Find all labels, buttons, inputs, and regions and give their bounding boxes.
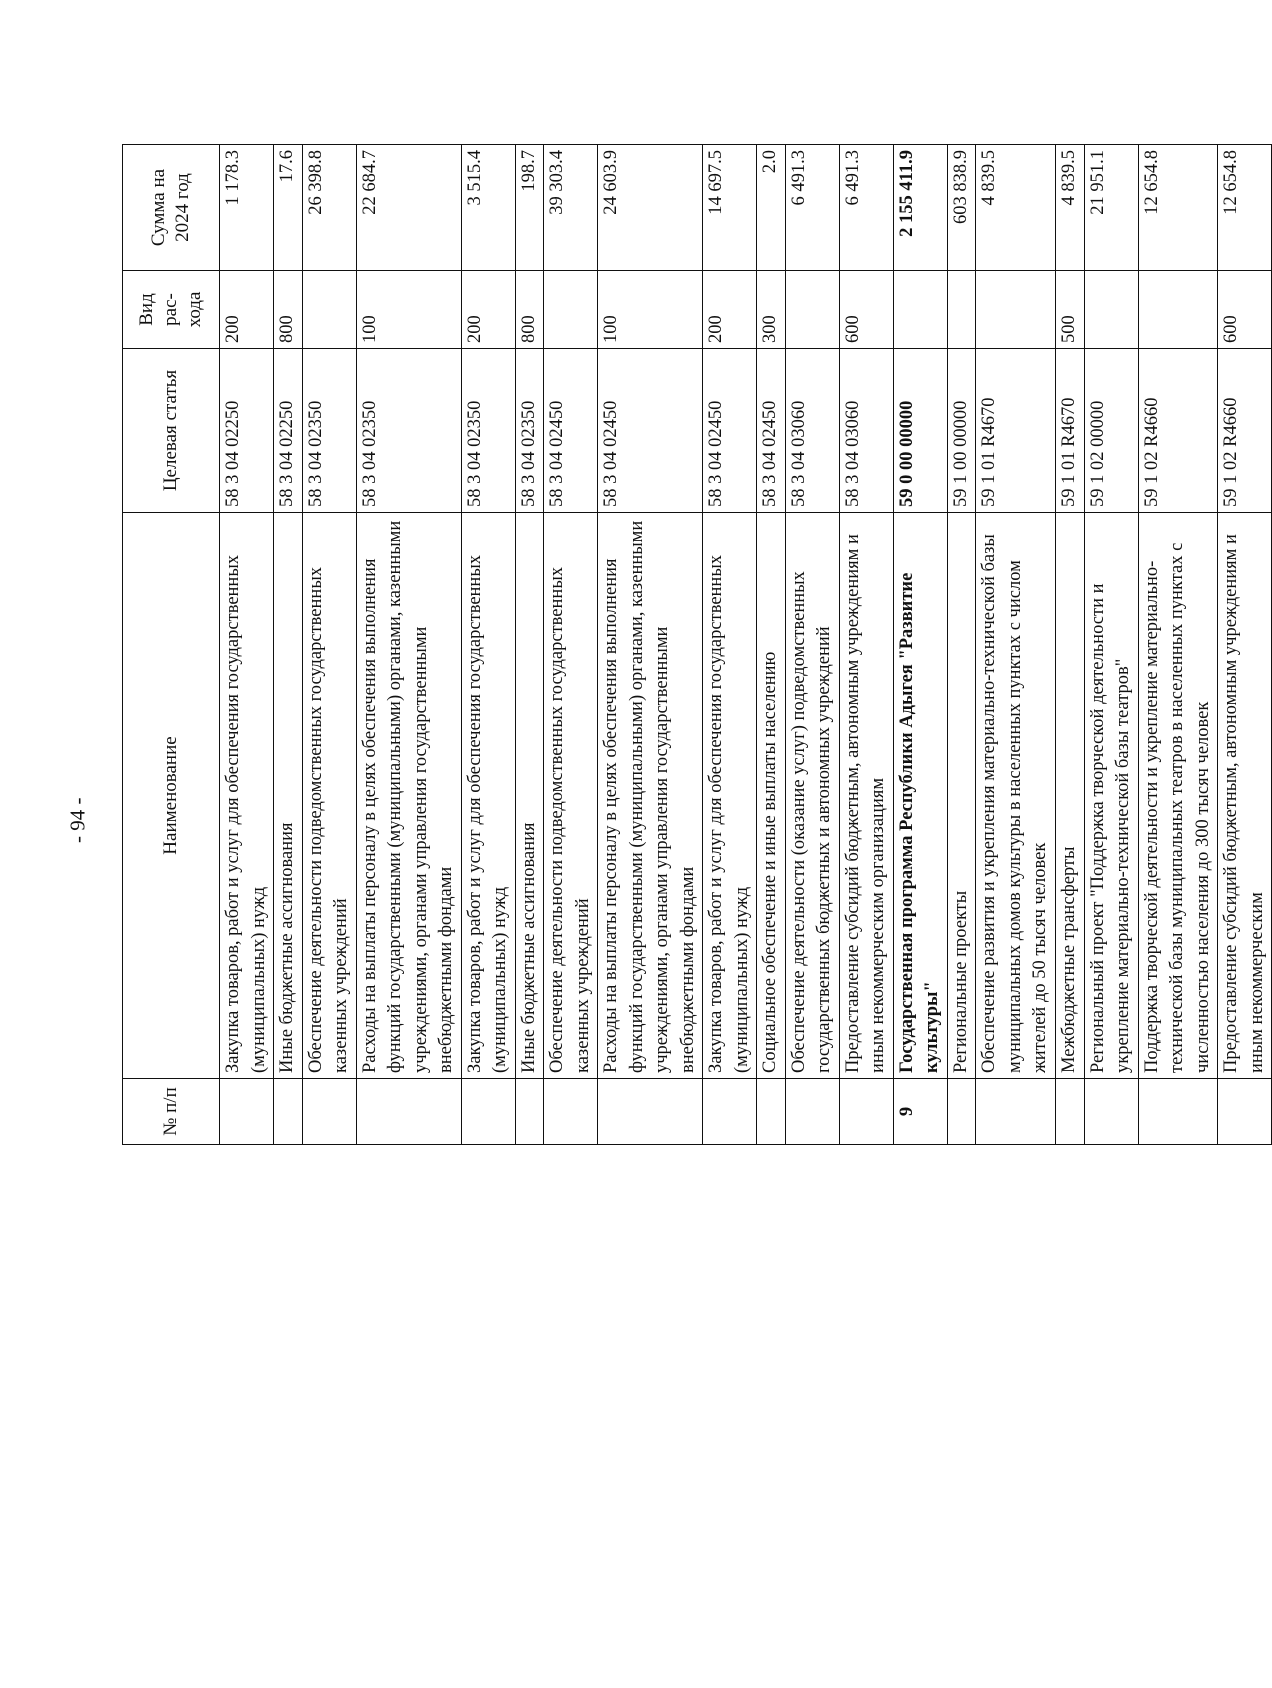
table-row <box>356 145 461 1145</box>
row-sum-cell: 22 684.7 <box>356 145 461 271</box>
row-number-cell <box>1055 1079 1084 1145</box>
table-row <box>976 145 1056 1145</box>
row-expense-type-cell: 100 <box>598 271 703 349</box>
row-target-article-cell: 58 3 04 02450 <box>703 349 757 513</box>
row-sum-cell: 603 838.9 <box>947 145 976 271</box>
row-sum-cell: 12 654.8 <box>1218 145 1272 271</box>
row-number-cell <box>1138 1079 1218 1145</box>
row-number-cell <box>757 1079 786 1145</box>
table-row <box>302 145 356 1145</box>
row-number-cell <box>1218 1079 1272 1145</box>
row-target-article-cell: 59 1 00 00000 <box>947 349 976 513</box>
row-name-cell: Обеспечение деятельности (оказание услуг) подведомственных государственных бюджетных и автономных учреждений <box>785 513 839 1079</box>
table-row <box>703 145 757 1145</box>
row-expense-type-cell: 100 <box>356 271 461 349</box>
row-number-cell <box>839 1079 893 1145</box>
row-target-article-cell: 58 3 04 02350 <box>302 349 356 513</box>
row-sum-cell: 6 491.3 <box>785 145 839 271</box>
row-name-cell: Обеспечение деятельности подведомственных государственных казенных учреждений <box>302 513 356 1079</box>
row-target-article-cell: 58 3 04 02450 <box>544 349 598 513</box>
row-name-cell: Закупка товаров, работ и услуг для обеспечения государственных (муниципальных) нужд <box>703 513 757 1079</box>
row-target-article-cell: 59 1 02 00000 <box>1084 349 1138 513</box>
row-expense-type-cell: 200 <box>220 271 274 349</box>
row-sum-cell: 4 839.5 <box>976 145 1056 271</box>
header-num: № п/п <box>123 1079 220 1145</box>
row-sum-cell: 17.6 <box>274 145 303 271</box>
row-target-article-cell: 58 3 04 02450 <box>598 349 703 513</box>
row-name-cell: Межбюджетные трансферты <box>1055 513 1084 1079</box>
table-header-row <box>123 145 220 1145</box>
row-sum-cell: 39 303.4 <box>544 145 598 271</box>
row-target-article-cell: 59 1 01 R4670 <box>1055 349 1084 513</box>
row-sum-cell: 2.0 <box>757 145 786 271</box>
row-expense-type-cell: 300 <box>757 271 786 349</box>
row-expense-type-cell: 600 <box>839 271 893 349</box>
table-row <box>947 145 976 1145</box>
table-row <box>1218 145 1272 1145</box>
row-target-article-cell: 58 3 04 02250 <box>274 349 303 513</box>
row-expense-type-cell <box>1138 271 1218 349</box>
row-target-article-cell: 58 3 04 02450 <box>757 349 786 513</box>
page-number: - 94 - <box>65 797 90 843</box>
table-row <box>1055 145 1084 1145</box>
table-row <box>757 145 786 1145</box>
row-expense-type-cell: 600 <box>1218 271 1272 349</box>
row-target-article-cell: 58 3 04 03060 <box>785 349 839 513</box>
table-row <box>461 145 515 1145</box>
row-number-cell <box>976 1079 1056 1145</box>
row-sum-cell: 26 398.8 <box>302 145 356 271</box>
row-expense-type-cell: 200 <box>461 271 515 349</box>
row-name-cell: Закупка товаров, работ и услуг для обеспечения государственных (муниципальных) нужд <box>220 513 274 1079</box>
table-row <box>598 145 703 1145</box>
row-name-cell: Иные бюджетные ассигнования <box>274 513 303 1079</box>
row-sum-cell: 2 155 411.9 <box>893 145 947 271</box>
row-number-cell <box>515 1079 544 1145</box>
row-number-cell <box>461 1079 515 1145</box>
rotated-table-wrapper <box>122 145 1267 1145</box>
row-number-cell <box>1084 1079 1138 1145</box>
row-target-article-cell: 59 1 01 R4670 <box>976 349 1056 513</box>
row-name-cell: Государственная программа Республики Адыгея "Развитие культуры" <box>893 513 947 1079</box>
row-sum-cell: 21 951.1 <box>1084 145 1138 271</box>
row-number-cell <box>544 1079 598 1145</box>
row-sum-cell: 1 178.3 <box>220 145 274 271</box>
row-target-article-cell: 58 3 04 03060 <box>839 349 893 513</box>
row-expense-type-cell <box>1084 271 1138 349</box>
table-row <box>785 145 839 1145</box>
table-row <box>893 145 947 1145</box>
row-target-article-cell: 59 1 02 R4660 <box>1138 349 1218 513</box>
row-name-cell: Обеспечение деятельности подведомственных государственных казенных учреждений <box>544 513 598 1079</box>
row-expense-type-cell <box>785 271 839 349</box>
row-expense-type-cell: 800 <box>515 271 544 349</box>
row-target-article-cell: 58 3 04 02250 <box>220 349 274 513</box>
row-sum-cell: 4 839.5 <box>1055 145 1084 271</box>
row-expense-type-cell <box>893 271 947 349</box>
table-row <box>839 145 893 1145</box>
row-name-cell: Региональный проект "Поддержка творческой деятельности и укрепление материально-технической базы театров" <box>1084 513 1138 1079</box>
row-number-cell <box>785 1079 839 1145</box>
table-row <box>1084 145 1138 1145</box>
header-target-article: Целевая статья <box>123 349 220 513</box>
header-sum-2024: Сумма на 2024 год <box>123 145 220 271</box>
row-target-article-cell: 58 3 04 02350 <box>461 349 515 513</box>
row-sum-cell: 14 697.5 <box>703 145 757 271</box>
row-number-cell <box>220 1079 274 1145</box>
row-target-article-cell: 58 3 04 02350 <box>515 349 544 513</box>
row-name-cell: Региональные проекты <box>947 513 976 1079</box>
row-name-cell: Иные бюджетные ассигнования <box>515 513 544 1079</box>
header-expense-type: Вид рас-хода <box>123 271 220 349</box>
row-number-cell <box>947 1079 976 1145</box>
table-row <box>544 145 598 1145</box>
table-row <box>274 145 303 1145</box>
header-name: Наименование <box>123 513 220 1079</box>
row-name-cell: Обеспечение развития и укрепления материально-технической базы муниципальных домов культуры в населенных пунктах с числом жителей до 50 тысяч человек <box>976 513 1056 1079</box>
row-target-article-cell: 59 1 02 R4660 <box>1218 349 1272 513</box>
row-sum-cell: 24 603.9 <box>598 145 703 271</box>
row-name-cell: Закупка товаров, работ и услуг для обеспечения государственных (муниципальных) нужд <box>461 513 515 1079</box>
row-name-cell: Расходы на выплаты персоналу в целях обеспечения выполнения функций государственными (муниципальными) органами, казенными учреждениями, органами управления государственными внебюджетными фондами <box>598 513 703 1079</box>
table-row <box>220 145 274 1145</box>
row-number-cell: 9 <box>893 1079 947 1145</box>
row-name-cell: Предоставление субсидий бюджетным, автономным учреждениям и иным некоммерческим <box>1218 513 1272 1079</box>
budget-table <box>122 144 1272 1145</box>
row-sum-cell: 198.7 <box>515 145 544 271</box>
row-number-cell <box>703 1079 757 1145</box>
row-sum-cell: 12 654.8 <box>1138 145 1218 271</box>
row-expense-type-cell <box>947 271 976 349</box>
row-name-cell: Предоставление субсидий бюджетным, автономным учреждениям и иным некоммерческим организациям <box>839 513 893 1079</box>
row-name-cell: Социальное обеспечение и иные выплаты населению <box>757 513 786 1079</box>
table-body <box>220 145 1272 1145</box>
row-expense-type-cell <box>976 271 1056 349</box>
row-expense-type-cell: 200 <box>703 271 757 349</box>
row-number-cell <box>356 1079 461 1145</box>
table-row <box>515 145 544 1145</box>
row-expense-type-cell <box>302 271 356 349</box>
row-name-cell: Расходы на выплаты персоналу в целях обеспечения выполнения функций государственными (муниципальными) органами, казенными учреждениями, органами управления государственными внебюджетными фондами <box>356 513 461 1079</box>
row-number-cell <box>302 1079 356 1145</box>
table-row <box>1138 145 1218 1145</box>
row-number-cell <box>598 1079 703 1145</box>
row-sum-cell: 6 491.3 <box>839 145 893 271</box>
row-expense-type-cell: 500 <box>1055 271 1084 349</box>
row-name-cell: Поддержка творческой деятельности и укрепление материально-технической базы муниципальных театров в населенных пунктах с численностью населения до 300 тысяч человек <box>1138 513 1218 1079</box>
row-expense-type-cell: 800 <box>274 271 303 349</box>
row-number-cell <box>274 1079 303 1145</box>
row-target-article-cell: 59 0 00 00000 <box>893 349 947 513</box>
row-expense-type-cell <box>544 271 598 349</box>
row-sum-cell: 3 515.4 <box>461 145 515 271</box>
row-target-article-cell: 58 3 04 02350 <box>356 349 461 513</box>
